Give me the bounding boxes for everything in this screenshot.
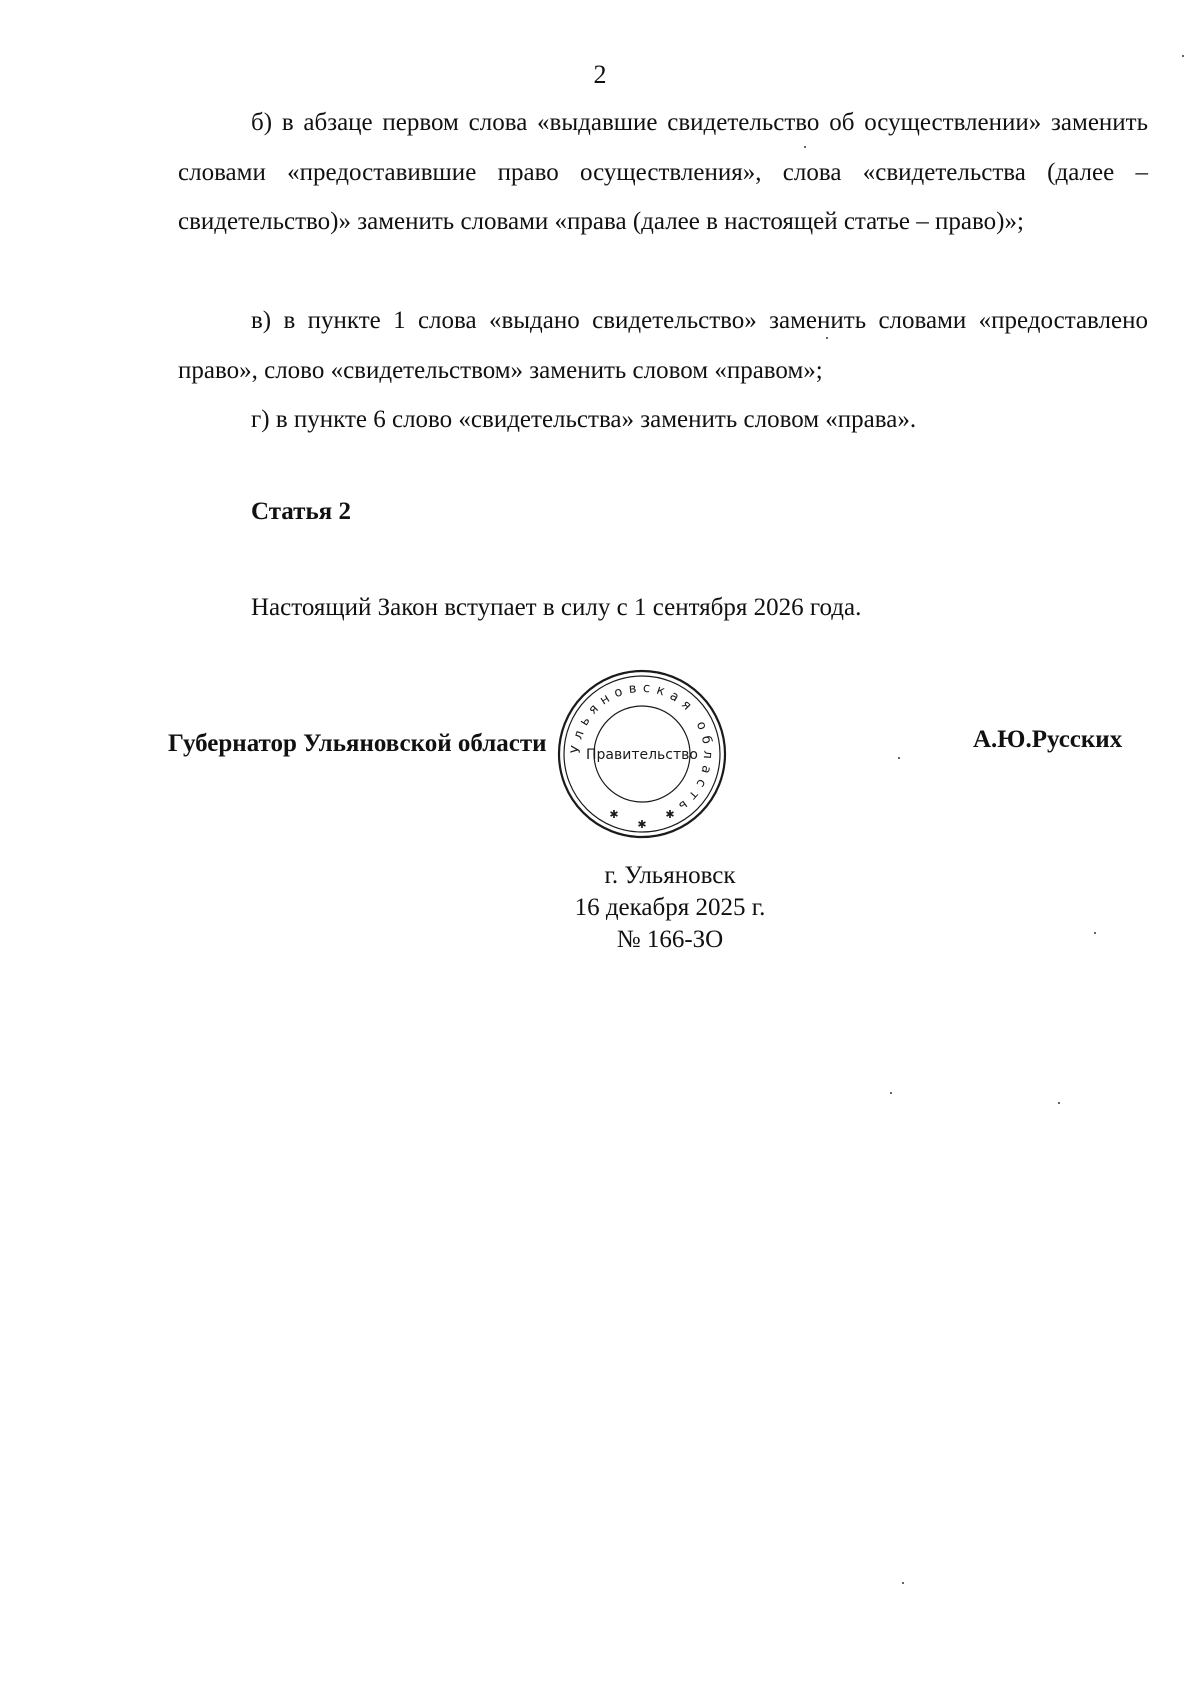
- scan-speck: [826, 337, 828, 339]
- scan-speck: [1094, 932, 1096, 934]
- article-text: Настоящий Закон вступает в силу с 1 сентября 2026 года.: [251, 594, 862, 621]
- issue-details: [0, 860, 1200, 956]
- seal-inner-text: Правительство: [586, 747, 698, 763]
- issue-date: 16 декабря 2025 г.: [574, 894, 766, 921]
- scan-speck: [898, 757, 900, 759]
- scan-speck: [902, 1582, 904, 1584]
- signatory-title: Губернатор Ульяновской области: [168, 730, 547, 757]
- page-number: 2: [593, 60, 607, 89]
- article-heading: Статья 2: [251, 498, 351, 525]
- scan-speck: [890, 1092, 892, 1094]
- amendment-item-b: б) в абзаце первом слова «выдавшие свидетельство об осуществлении» заменить словами «предоставившие право осуществления», слова «свидетельства (далее – свидетельство)» заменить словами «права (далее в настоящей статье – право)»;: [178, 109, 1148, 235]
- svg-text:✱: ✱: [637, 819, 647, 831]
- amendment-item-v: в) в пункте 1 слова «выдано свидетельство» заменить словами «предоставлено право», слово «свидетельством» заменить словом «правом»;: [178, 307, 1148, 384]
- scan-speck: [1058, 1102, 1060, 1104]
- issue-city: г. Ульяновск: [604, 862, 736, 889]
- signatory-name: А.Ю.Русских: [973, 726, 1123, 753]
- svg-text:✱: ✱: [665, 809, 675, 821]
- seal-outer-text: Ульяновская область: [568, 680, 716, 817]
- official-seal: [556, 668, 728, 840]
- issue-number: № 166-ЗО: [616, 926, 724, 953]
- amendment-item-g: г) в пункте 6 слово «свидетельства» заменить словом «права».: [251, 406, 917, 433]
- scan-speck: [804, 146, 806, 148]
- svg-text:✱: ✱: [609, 809, 619, 821]
- scan-speck: [1182, 55, 1184, 57]
